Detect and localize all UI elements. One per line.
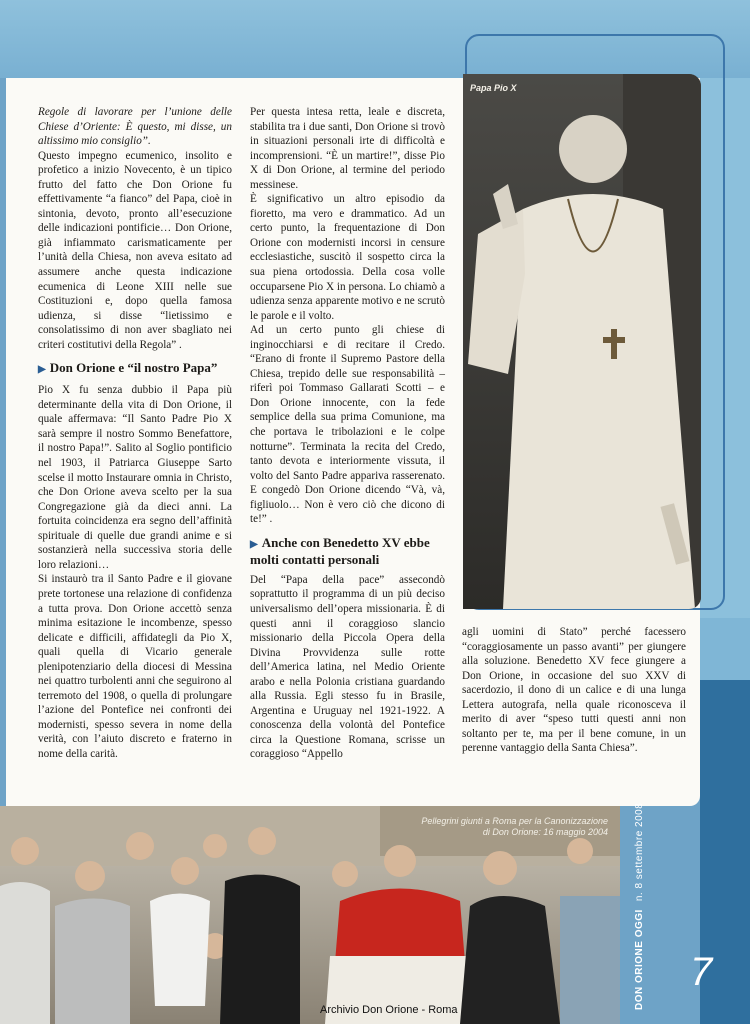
col1-heading-text: Don Orione e “il nostro Papa”	[49, 360, 218, 376]
column-1	[38, 105, 232, 762]
col1-heading	[38, 360, 232, 377]
archive-credit: Archivio Don Orione - Roma	[320, 1004, 458, 1016]
col2-paragraph-3: Ad un certo punto gli chiese di inginocchiarsi e di recitare il Credo. “Erano di fronte il Supremo Pastore della Chiesa, trepido delle sue responsabilità – riferì poi Tommaso Gallarati Scotti – e Don Orione innocente, con la fede semplice della sua prima Comunione, ma che portava le tribolazioni e le colpe notturne”. Terminata la recita del Credo, tanto devota e interiormente vissuta, il volto del Santo Padre appariva rasserenato. E congedò Don Orione dicendo “Và, và, figliuolo… Non è vero ciò che dicono di te!” .	[250, 324, 445, 526]
col2-paragraph-2: È significativo un altro episodio da fioretto, ma vero e drammatico. Ad un certo punto, la frequentazione di Don Orione con modernisti incorsi in censure ecclesiastiche, suscitò il sospetto circa la sua piena ortodossia. Della cosa volle occuparsene Pio X in persona. Lo chiamò a udienza senza apparente motivo e ne scrutò le parole e il volto.	[250, 193, 445, 322]
col1-paragraph-4: Si instaurò tra il Santo Padre e il giovane prete tortonese una relazione di confidenza a tutta prova. Don Orione accettò senza minima esitazione le incombenze, spesso delicate e difficili, affidategli da Pio X, quali quella di Vicario generale plenipotenziario della diocesi di Messina nei quattro turbolenti anni che seguirono al terremoto del 1908, o quella di prolungare l’azione del Pontefice nei confronti dei modernisti, spesso severa in nome della verità, con l’aiuto discreto e fraterno in nome della carità.	[38, 573, 232, 760]
col1-paragraph-3: Pio X fu senza dubbio il Papa più determinante della vita di Don Orione, il quale affermava: “Il Santo Padre Pio X sarà sempre il nostro Sommo Benefattore, il nostro Papa!”. Salito al Soglio pontificio nel 1903, il Patriarca Giuseppe Sarto scelse il motto Instaurare omnia in Christo, che Don Orione aveva scelto per la sua Congregazione già da dieci anni. La fortuita coincidenza era segno dell’affinità spirituale di quelle due grandi anime e si sostanzierà nella successiva storia delle loro relazioni…	[38, 384, 232, 571]
column-2	[250, 105, 445, 762]
page-number: 7	[690, 950, 713, 994]
pilgrims-photo-caption	[421, 816, 608, 838]
pilgrims-photo	[0, 806, 620, 1024]
pilgrims-caption-line-1: Pellegrini giunti a Roma per la Canonizzazione	[421, 816, 608, 826]
magazine-title: DON ORIONE OGGI	[634, 909, 645, 1010]
col2-paragraph-1: Per questa intesa retta, leale e discreta, stabilita tra i due santi, Don Orione si trovò in situazioni personali irte di difficoltà e incomprensioni. “È un martire!”, disse Pio X di Don Orione, al termine del periodo messinese.	[250, 106, 445, 191]
col1-paragraph-1: Regole di lavorare per l’unione delle Chiese d’Oriente: È questo, mi disse, un altissimo mio consiglio”.	[38, 106, 232, 148]
arrow-icon: ▶	[38, 364, 46, 376]
column-3	[462, 625, 686, 756]
col2-heading-text: Anche con Benedetto XV ebbe molti contatti personali	[250, 534, 430, 567]
col2-heading	[250, 535, 445, 567]
col2-paragraph-4: Del “Papa della pace” assecondò soprattutto il programma di un più deciso universalismo dell’opera missionaria. È di questi anni il coraggioso slancio missionario della Piccola Opera della Divina Provvidenza sulle rotte dell’America latina, nel Medio Oriente arabo e nella Polonia cristiana guardando alla Russia. Egli stesso fu in Brasile, Argentina e Uruguay nel 1921-1922. A conoscenza della volontà del Pontefice circa la Questione Romana, scrisse un coraggioso “Appello	[250, 573, 445, 761]
col3-paragraph-1: agli uomini di Stato” perché facessero “coraggiosamente un passo avanti” per giungere alla soluzione. Benedetto XV fece giungere a Don Orione, in occasione del suo XXV di sacerdozio, il dono di un calice e di una lunga Lettera autografa, nella quale riconosceva il merito di aver “speso tutti questi anni non soltanto per te, ma per il bene comune, in un perenne vantaggio della Santa Chiesa”.	[462, 626, 686, 755]
pope-figure-illustration	[463, 74, 701, 609]
right-band-light	[700, 618, 750, 680]
pilgrims-caption-line-2: di Don Orione: 16 maggio 2004	[482, 827, 608, 837]
magazine-issue: n. 8 settembre 2008	[634, 802, 645, 902]
pope-photo-caption: Papa Pio X	[470, 83, 517, 93]
pope-photo	[463, 74, 701, 609]
arrow-icon: ▶	[250, 538, 258, 550]
pilgrims-crowd-illustration	[0, 806, 620, 1024]
col1-paragraph-2: Questo impegno ecumenico, insolito e profetico a inizio Novecento, è un tipico frutto del fatto che Don Orione fu effettivamente “a fianco” del Papa, cioè in sintonia, devoto, pronto all’esecuzione delle indicazioni pontificie… Don Orione, già infiammato carismaticamente per l’unità della Chiesa, non aveva esitato ad assumere anche questa indicazione ecumenica di Leone XIII nelle sue Costituzioni e, dopo quella famosa udienza, si disse “lietissimo e consolatissimo di non aver sbagliato nei criteri costitutivi della Regola” .	[38, 149, 232, 351]
magazine-vertical-label	[634, 803, 645, 1010]
